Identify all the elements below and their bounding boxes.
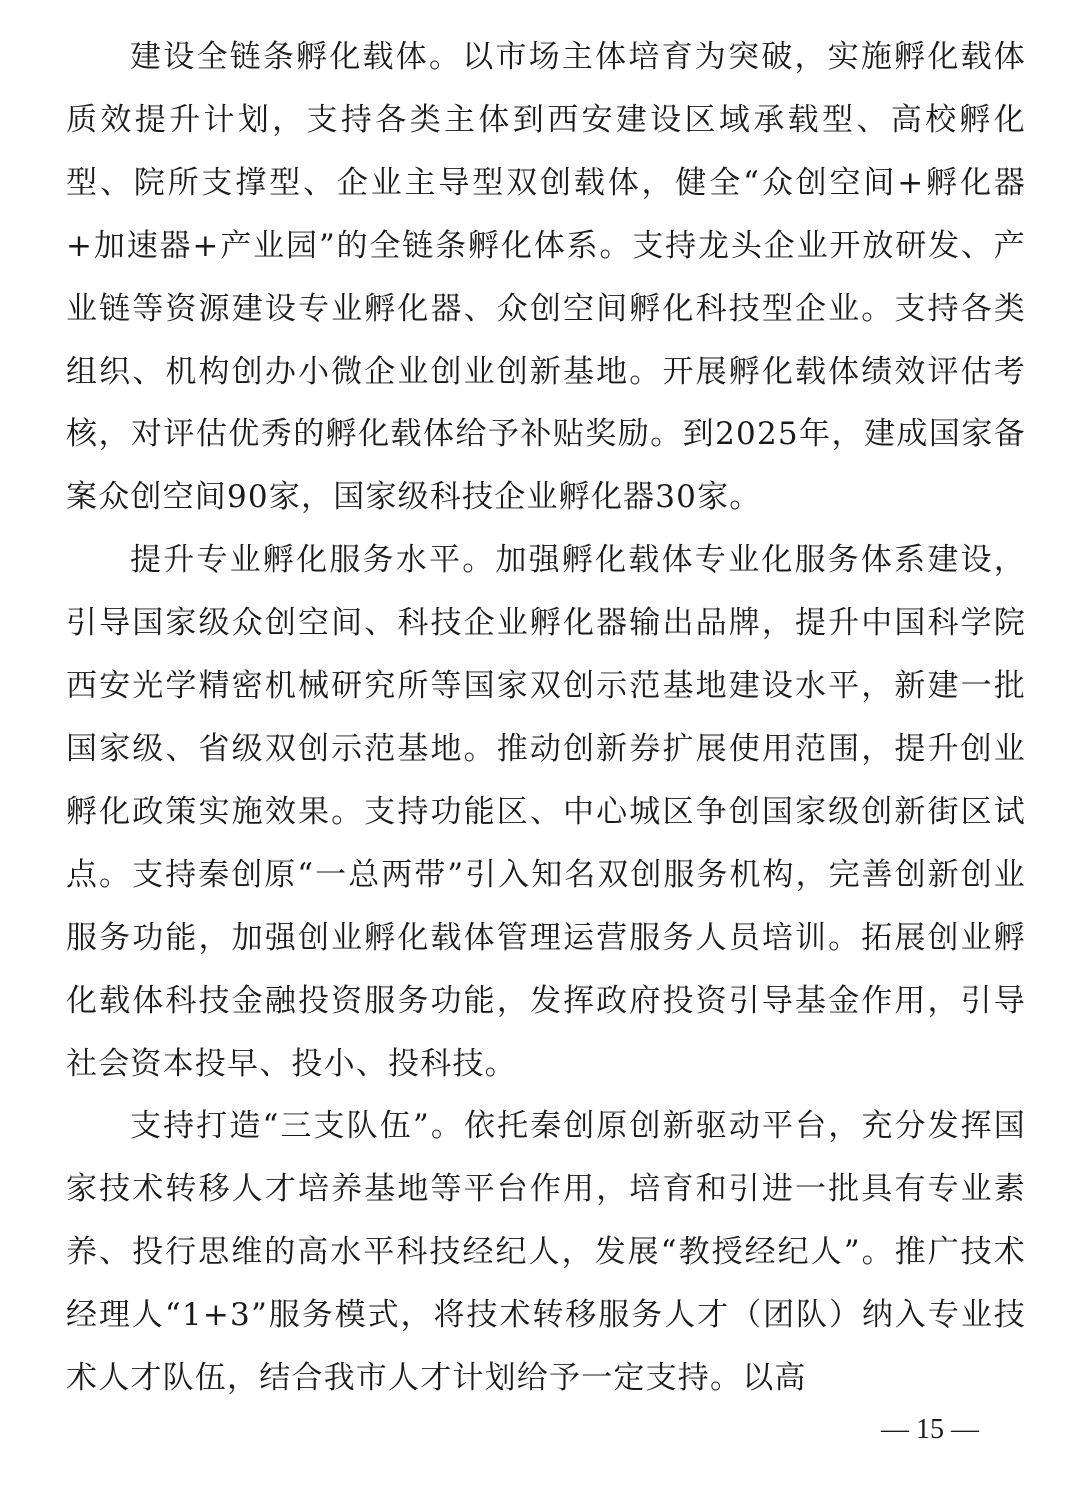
paragraph-three-teams: 支持打造“三支队伍”。依托秦创原创新驱动平台，充分发挥国家技术转移人才培养基地等平台作用，培育和引进一批具有专业素养、投行思维的高水平科技经纪人，发展“教授经纪人”。推广技术经理人“1+3”服务模式，将技术转移服务人才（团队）纳入专业技术人才队伍，结合我市人才计划给予一定支持。以高 xyxy=(66,1108,1026,1397)
paragraph-incubation-carriers: 建设全链条孵化载体。以市场主体培育为突破，实施孵化载体质效提升计划，支持各类主体到西安建设区域承载型、高校孵化型、院所支撑型、企业主导型双创载体，健全“众创空间+孵化器+加速器+产业园”的全链条孵化体系。支持龙头企业开放研发、产业链等资源建设专业孵化器、众创空间孵化科技型企业。支持各类组织、机构创办小微企业创业创新基地。开展孵化载体绩效评估考核，对评估优秀的孵化载体给予补贴奖励。到2025年，建成国家备案众创空间90家，国家级科技企业孵化器30家。 xyxy=(66,39,1026,516)
paragraph-incubation-services: 提升专业孵化服务水平。加强孵化载体专业化服务体系建设，引导国家级众创空间、科技企业孵化器输出品牌，提升中国科学院西安光学精密机械研究所等国家双创示范基地建设水平，新建一批国家级、省级双创示范基地。推动创新券扩展使用范围，提升创业孵化政策实施效果。支持功能区、中心城区争创国家级创新街区试点。支持秦创原“一总两带”引入知名双创服务机构，完善创新创业服务功能，加强创业孵化载体管理运营服务人员培训。拓展创业孵化载体科技金融投资服务功能，发挥政府投资引导基金作用，引导社会资本投早、投小、投科技。 xyxy=(66,542,1026,1082)
body-text xyxy=(66,26,1026,1410)
page-number: — 15 — xyxy=(881,1414,979,1445)
